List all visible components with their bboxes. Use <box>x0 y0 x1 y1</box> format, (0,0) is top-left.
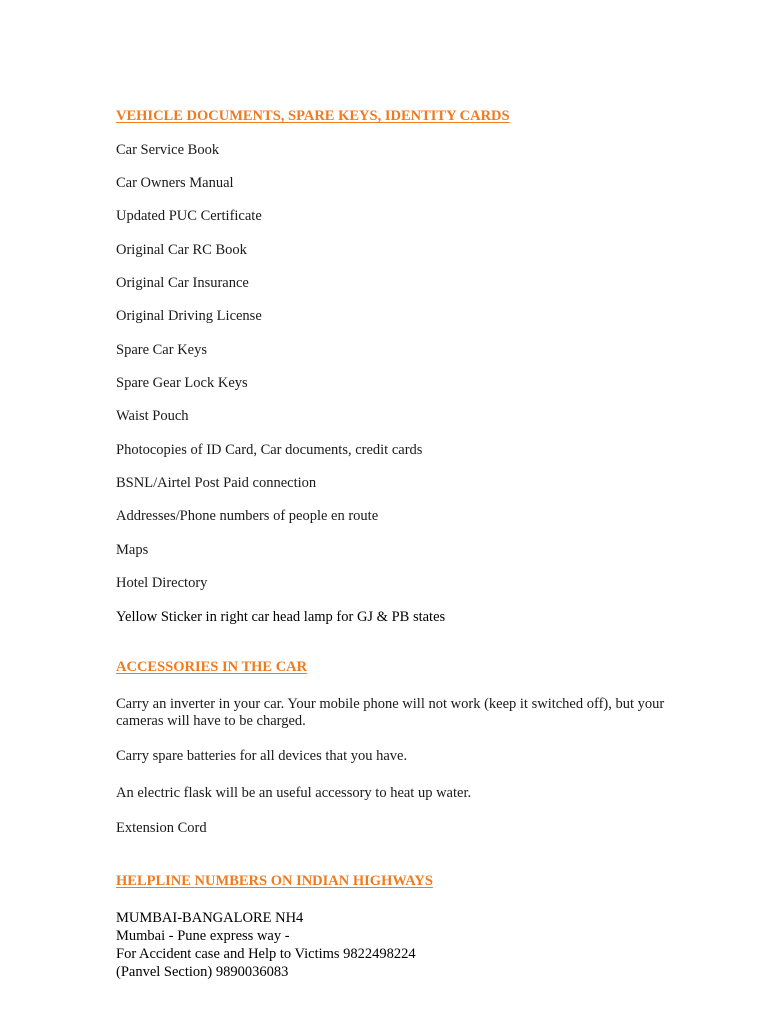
list-item: Spare Car Keys <box>116 342 208 358</box>
list-item: Hotel Directory <box>116 575 208 591</box>
list-item: Car Owners Manual <box>116 175 234 191</box>
list-item: Original Driving License <box>116 308 262 324</box>
list-item: Addresses/Phone numbers of people en route <box>116 508 379 524</box>
list-item: Original Car RC Book <box>116 242 247 258</box>
list-item: BSNL/Airtel Post Paid connection <box>116 475 317 491</box>
paragraph: An electric flask will be an useful accessory to heat up water. <box>116 785 472 801</box>
list-item: Maps <box>116 542 149 558</box>
section-heading-accessories: ACCESSORIES IN THE CAR <box>116 659 308 675</box>
helpline-line: MUMBAI-BANGALORE NH4 <box>116 910 304 926</box>
list-item: Car Service Book <box>116 142 220 158</box>
helpline-line: (Panvel Section) 9890036083 <box>116 964 289 980</box>
section-heading-helpline-numbers: HELPLINE NUMBERS ON INDIAN HIGHWAYS <box>116 873 433 889</box>
list-item: Photocopies of ID Card, Car documents, credit cards <box>116 442 423 458</box>
list-item: Spare Gear Lock Keys <box>116 375 248 391</box>
list-item: Original Car Insurance <box>116 275 249 291</box>
list-item: Waist Pouch <box>116 408 189 424</box>
helpline-line: Mumbai - Pune express way - <box>116 928 290 944</box>
list-item: Yellow Sticker in right car head lamp for GJ & PB states <box>116 609 446 625</box>
paragraph: Carry spare batteries for all devices that you have. <box>116 748 408 764</box>
paragraph: Carry an inverter in your car. Your mobile phone will not work (keep it switched off), but your cameras will have to be charged. <box>116 696 665 729</box>
helpline-block <box>116 909 416 981</box>
helpline-line: For Accident case and Help to Victims 9822498224 <box>116 946 416 962</box>
paragraph: Extension Cord <box>116 820 207 836</box>
list-item: Updated PUC Certificate <box>116 208 262 224</box>
section-heading-vehicle-documents: VEHICLE DOCUMENTS, SPARE KEYS, IDENTITY CARDS <box>116 108 510 124</box>
